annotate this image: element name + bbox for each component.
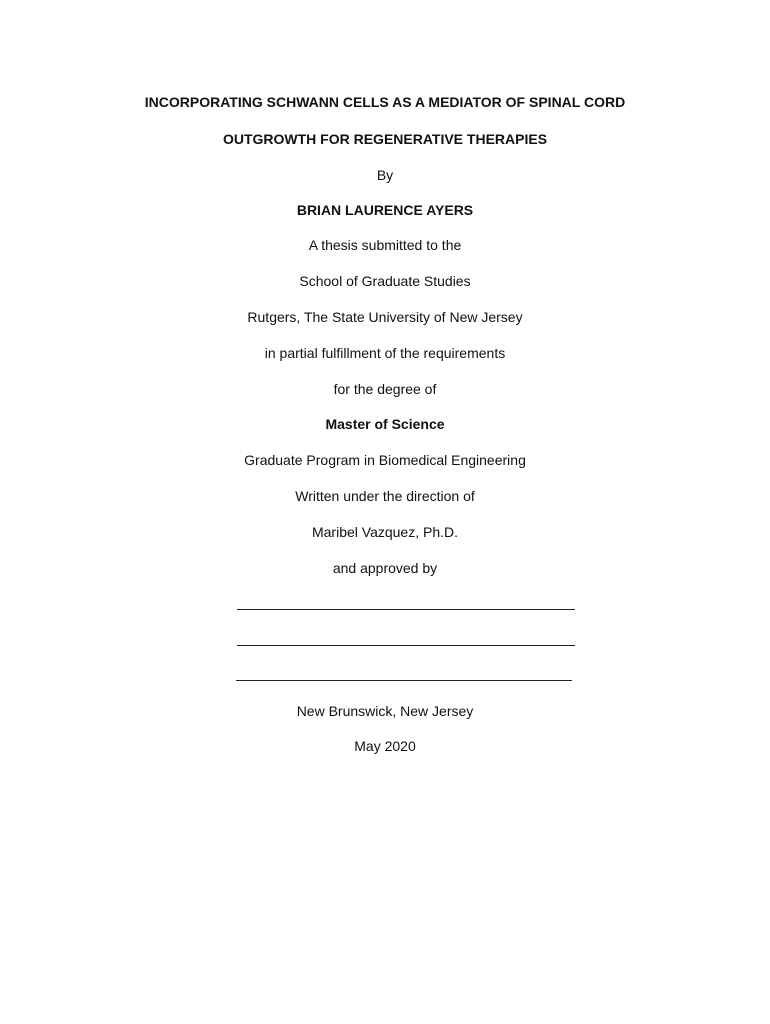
approval-label: and approved by bbox=[332, 560, 438, 576]
submission-line-4: in partial fulfillment of the requirements bbox=[264, 345, 506, 361]
submission-line-5: for the degree of bbox=[333, 381, 437, 397]
degree-name: Master of Science bbox=[325, 416, 445, 432]
program-name: Graduate Program in Biomedical Engineering bbox=[244, 452, 526, 468]
submission-line-2: School of Graduate Studies bbox=[299, 273, 471, 289]
direction-label: Written under the direction of bbox=[295, 488, 475, 504]
thesis-title-line-2: OUTGROWTH FOR REGENERATIVE THERAPIES bbox=[222, 131, 548, 147]
signature-line-1 bbox=[237, 609, 575, 610]
thesis-title-line-1: INCORPORATING SCHWANN CELLS AS A MEDIATOR OF SPINAL CORD bbox=[144, 94, 626, 110]
by-label: By bbox=[376, 167, 394, 183]
submission-line-1: A thesis submitted to the bbox=[308, 237, 462, 253]
date: May 2020 bbox=[354, 738, 416, 754]
author-name: BRIAN LAURENCE AYERS bbox=[296, 202, 474, 218]
location: New Brunswick, New Jersey bbox=[296, 703, 474, 719]
submission-line-3: Rutgers, The State University of New Jersey bbox=[247, 309, 523, 325]
signature-line-2 bbox=[237, 645, 575, 646]
signature-line-3 bbox=[236, 680, 572, 681]
advisor-name: Maribel Vazquez, Ph.D. bbox=[311, 524, 459, 540]
